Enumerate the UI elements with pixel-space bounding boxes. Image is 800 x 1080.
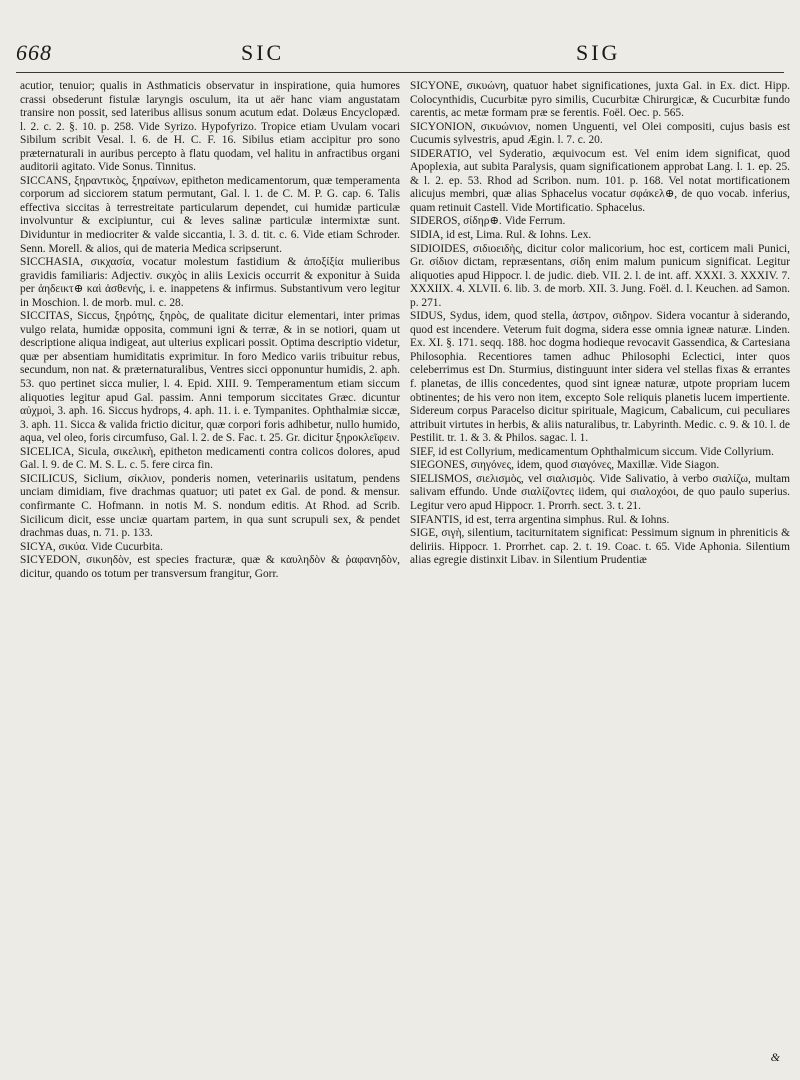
entry-sideratio: SIDERATIO, vel Syderatio, æquivocum est. Vel enim idem significat, quod Apoplexia, aut subita Paralysis, quam significationem approbat Lang. l. 1. ep. 25. & l. 2. ep. 53. Rhod ad Scribon. num. 101. p. 168. Vel notat mortificationem alicujus membri, quæ alias Sphacelus vocatur σφάκελ⊕, de quo vocab. inferius, quam retinuit Castell. Vide Mortificatio. Sphacelus.	[410, 147, 790, 214]
entry-sidia: SIDIA, id est, Lima. Rul. & Iohns. Lex.	[410, 229, 592, 242]
running-head-right: SIG	[576, 40, 621, 65]
running-head-left: SIC	[241, 40, 285, 65]
header-rule	[16, 72, 784, 73]
entry-sidioides: SIDIOIDES, σιδιοειδὴς, dicitur color malicorium, hoc est, corticem mali Punici, Gr. σίδιον dictam, repræsentans, σίδη enim malum punicum significat. Legitur aliquoties apud Hippocr. l. de judic. dieb. VII. 2. l. de int. aff. XXXI. 3. XXXIV. 7. XXXIIX. 4. XLVII. 6. lib. 3. de morb. XII. 3. Jung. Foël. d. l. Keuchen. ad Samon. p. 271.	[410, 242, 790, 309]
entry-sief: SIEF, id est Collyrium, medicamentum Ophthalmicum siccum. Vide Collyrium.	[410, 445, 774, 458]
entry-paragraph: acutior, tenuior; qualis in Asthmaticis observatur in inspiratione, quia humores crassi obsederunt fistulæ laryngis osculum, ita ut aër hanc viam angustatam transire non possit, sed lateribus allisus sonum acutum edat. Dolæus Encyclopæd. l. 2. c. 2. §. 10. p. 258. Vide Syrizo. Hypofyrizo. Tropice etiam Uvulam vocari Sibilum scribit Vesal. l. 6. de H. C. F. 16. Sibilus etiam accipitur pro sono præternaturali in auribus percepto à flatu quodam, vel halitu in anfractibus organi auditorii agitato. Vide Sonus. Tinnitus.	[20, 80, 400, 174]
entry-sifantis: SIFANTIS, id est, terra argentina simphus. Rul. & Iohns.	[410, 513, 670, 526]
right-column	[410, 80, 790, 568]
catchword: &	[770, 1050, 780, 1064]
entry-sige: SIGE, σιγὴ, silentium, taciturnitatem significat: Pessimum signum in phreniticis & deliriis. Hippocr. 1. Prorrhet. cap. 2. t. 19. Coac. t. 65. Vide Aphonia. Silentium alias egregie distinxit Libav. in Silentium Prudentiæ	[410, 527, 790, 567]
entry-sicelica: SICELICA, Sicula, σικελικὴ, epitheton medicamenti contra colicos dolores, apud Gal. l. 9. de C. M. S. L. c. 5. fere circa fin.	[20, 445, 400, 472]
entry-sicya: SICYA, σικύα. Vide Cucurbita.	[20, 540, 163, 553]
entry-siegones: SIEGONES, σιηγόνες, idem, quod σιαγόνες, Maxillæ. Vide Siagon.	[410, 459, 720, 472]
entry-sicchasia: SICCHASIA, σικχασία, vocatur molestum fastidium & ἀποξίξία mulieribus gravidis familiaris: Adjectiv. σικχὸς in aliis Lexicis occurrit & exponitur à Suida per ἀηδεικτ⊕ καὶ ἀσθενής, i. e. inappetens & infirmus. Substantivum vero legitur in Moschion. l. de morb. mul. c. 28.	[20, 256, 400, 309]
entry-siccitas: SICCITAS, Siccus, ξηρότης, ξηρὸς, de qualitate dicitur elementari, inter primas vulgo relata, humidæ opposita, communi igni & terræ, & in se notiori, quam ut descriptione aliqua indigeat, aut ulterius explicari possit. Optima descriptio videtur, quæ per absentiam humiditatis exprimitur. In foro Medico variis tribuitur rebus, secundum, non nat. & præternaturalibus, Ventres sicci opponuntur humidis, 2. aph. 53. quo pertinet sicca mulier, l. 4. Epid. XIII. 9. Temperamentum etiam siccum aliquoties legitur apud Gal. passim. Anni temporum siccitates Græc. dicuntur αὐχμοὶ, 3. aph. 16. Siccus hydrops, 4. aph. 11. i. e. Tympanites. Ophthalmiæ siccæ, 3. aph. 11. Sicca & valida frictio dicitur, quæ corpori foris adhibetur, nullo humido, aqua, vel oleo, foris circumfuso, Gal. l. 2. de S. Fac. t. 25. Gr. dicitur ξηροκλεῖφειν.	[20, 310, 400, 445]
entry-sicyonion: SICYONION, σικυώνιον, nomen Unguenti, vel Olei compositi, cujus basis est Cucumis sylvestris, apud Ægin. l. 7. c. 20.	[410, 120, 790, 147]
entry-sicilicus: SICILICUS, Siclium, σίκλιον, ponderis nomen, veterinariis usitatum, pendens unciam dimidiam, five drachmas quatuor; uti patet ex Gal. de pond. & mensur. confirmante C. Hofmann. in notis M. S. nondum editis. At Rhod. ad Scrib. Sicilicum dicit, esse unciæ quartam partem, in qua sunt scrupuli sex, & pendet drachmas duas, n. 71. p. 133.	[20, 472, 400, 540]
entry-sidus: SIDUS, Sydus, idem, quod stella, ἀστρον, σιδηρον. Sidera vocantur à siderando, quod est incendere. Veterum fuit dogma, sidera esse omnia igneæ naturæ. Linden. Ex. XI. §. 171. seqq. 188. hoc dogma hodieque revocavit Gassendica, & Cartesiana Philosophia. Recentiores tamen adhuc Philosophi Eclectici, inter quos celeberrimus est Dn. Sturmius, distinguunt inter sidera vel stellas fixas & errantes f. planetas, de illis concedentes, quod sint igneæ naturæ, utpote propriam lucem obtinentes; de his vero non item, excepto Sole reliquis planetis lucem impertiente. Sidereum corpus Paracelso dicitur spirituale, Magicum, Cabalicum, cui peculiares attribuit virtutes in herbis, & aliis naturalibus, tr. Labyrinth. Medic. c. 9. & 10. l. de Pestilit. tr. 1. & 3. & Philos. sagac. l. 1.	[410, 310, 790, 445]
entry-sicyedon: SICYEDON, σικυηδὸν, est species fracturæ, quæ & καυληδὸν & ῥαφανηδὸν, dicitur, quando os totum per transversum frangitur, Gorr.	[20, 554, 400, 580]
left-column	[20, 80, 400, 581]
entry-siccans: SICCANS, ξηραντικὸς, ξηραίνων, epitheton medicamentorum, quæ temperamenta corporum ad sicciorem statum permutant, Gal. l. 1. de C. M. P. G. cap. 6. Talis effectiva siccitas à terrestreitate particularum dependet, cui humidæ particulæ involvuntur & excipiuntur, cui & leves salinæ particulæ intermixtæ sunt. Dividuntur in mediocriter & valde siccantia, l. 3. d. tit. c. 6. Vide etiam Schroder. Senn. Morell. & alios, qui de materia Medica scripserunt.	[20, 174, 400, 255]
entry-sielismos: SIELISMOS, σιελισμὸς, vel σιαλισμὸς. Vide Salivatio, à verbo σιαλίζω, multam salivam effundo. Unde σιαλίζοντες iidem, qui σιαλοχόοι, de quo paulo superius. Legitur vero apud Hippocr. 1. Prorrh. sect. 3. t. 21.	[410, 472, 790, 512]
page-header	[16, 40, 784, 70]
entry-sicyone: SICYONE, σικυώνη, quatuor habet significationes, juxta Gal. in Ex. dict. Hipp. Colocynthidis, Cucurbitæ pyro similis, Cucurbitæ Chirurgicæ, & Cucurbitæ fundo carentis, ac metæ formam præ se ferentis. Foël. Oec. p. 565.	[410, 80, 790, 120]
entry-sideros: SIDEROS, σίδηρ⊕. Vide Ferrum.	[410, 215, 566, 228]
page-number: 668	[16, 40, 52, 65]
